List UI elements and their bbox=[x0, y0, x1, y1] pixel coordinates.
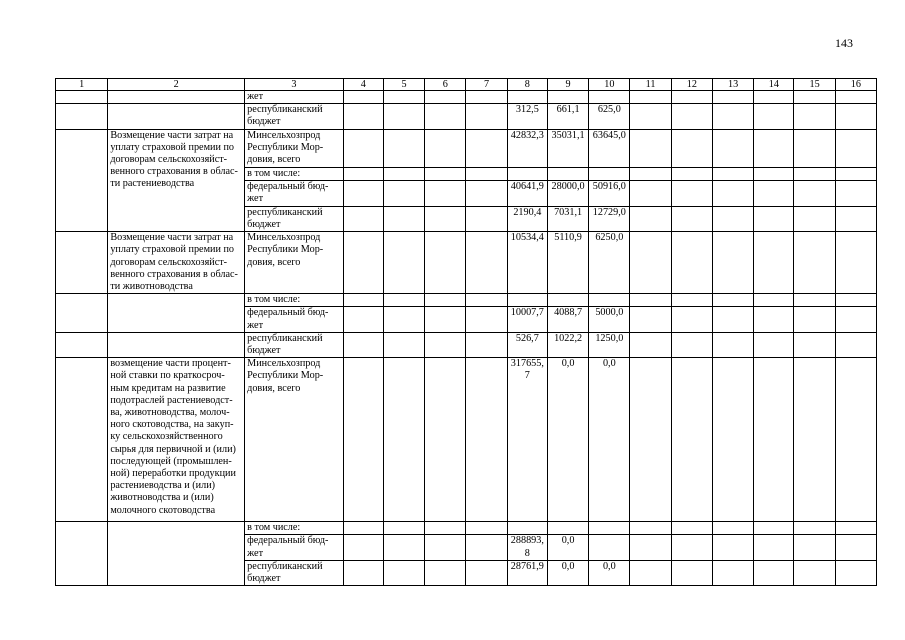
row-label: республиканский бюджет bbox=[245, 560, 344, 585]
value-cell: 7031,1 bbox=[547, 206, 588, 231]
value-cell: 526,7 bbox=[507, 332, 547, 357]
column-header: 1 bbox=[56, 79, 108, 91]
value-cell: 12729,0 bbox=[589, 206, 630, 231]
row-label: Минсельхозпрод Республики Мор-довия, всего bbox=[245, 358, 344, 522]
measure-description: Возмещение части затрат на уплату страховой премии по договорам сельскохозяйст-венного страхования в облас-ти животноводства bbox=[108, 232, 245, 294]
column-header: 15 bbox=[794, 79, 835, 91]
value-cell: 0,0 bbox=[547, 560, 588, 585]
row-label: республиканский бюджет bbox=[245, 104, 344, 129]
row-label: Минсельхозпрод Республики Мор-довия, всего bbox=[245, 232, 344, 294]
column-header: 13 bbox=[712, 79, 753, 91]
value-cell: 625,0 bbox=[589, 104, 630, 129]
value-cell: 288893,8 bbox=[507, 535, 547, 560]
table-row bbox=[56, 129, 877, 167]
row-label: федеральный бюд-жет bbox=[245, 307, 344, 332]
value-cell: 5110,9 bbox=[547, 232, 588, 294]
value-cell: 317655,7 bbox=[507, 358, 547, 522]
value-cell: 28000,0 bbox=[547, 180, 588, 206]
value-cell: 28761,9 bbox=[507, 560, 547, 585]
value-cell: 42832,3 bbox=[507, 129, 547, 167]
column-header: 2 bbox=[108, 79, 245, 91]
value-cell: 35031,1 bbox=[547, 129, 588, 167]
value-cell: 0,0 bbox=[547, 358, 588, 522]
column-header: 4 bbox=[343, 79, 383, 91]
value-cell: 312,5 bbox=[507, 104, 547, 129]
value-cell: 5000,0 bbox=[589, 307, 630, 332]
row-label: федеральный бюд-жет bbox=[245, 535, 344, 560]
column-header: 6 bbox=[425, 79, 466, 91]
value-cell: 63645,0 bbox=[589, 129, 630, 167]
value-cell: 1250,0 bbox=[589, 332, 630, 357]
table-row bbox=[56, 294, 877, 307]
table-row bbox=[56, 91, 877, 104]
table-row bbox=[56, 522, 877, 535]
table-row bbox=[56, 358, 877, 522]
column-number-row bbox=[56, 79, 877, 91]
column-header: 12 bbox=[671, 79, 712, 91]
value-cell: 4088,7 bbox=[547, 307, 588, 332]
value-cell: 50916,0 bbox=[589, 180, 630, 206]
table-row bbox=[56, 232, 877, 294]
value-cell: 40641,9 bbox=[507, 180, 547, 206]
value-cell: 0,0 bbox=[589, 560, 630, 585]
row-label: жет bbox=[245, 91, 344, 104]
column-header: 9 bbox=[547, 79, 588, 91]
row-label: в том числе: bbox=[245, 294, 344, 307]
budget-table bbox=[55, 78, 877, 586]
column-header: 7 bbox=[466, 79, 507, 91]
row-label: Минсельхозпрод Республики Мор-довия, всего bbox=[245, 129, 344, 167]
column-header: 5 bbox=[383, 79, 424, 91]
column-header: 11 bbox=[630, 79, 671, 91]
value-cell: 661,1 bbox=[547, 104, 588, 129]
column-header: 10 bbox=[589, 79, 630, 91]
column-header: 14 bbox=[754, 79, 794, 91]
table-row bbox=[56, 332, 877, 357]
value-cell: 10007,7 bbox=[507, 307, 547, 332]
value-cell: 1022,2 bbox=[547, 332, 588, 357]
measure-description: Возмещение части затрат на уплату страховой премии по договорам сельскохозяйст-венного страхования в облас-ти растениеводства bbox=[108, 129, 245, 232]
value-cell: 2190,4 bbox=[507, 206, 547, 231]
page-number: 143 bbox=[835, 36, 853, 50]
value-cell: 10534,4 bbox=[507, 232, 547, 294]
column-header: 3 bbox=[245, 79, 344, 91]
row-label: в том числе: bbox=[245, 167, 344, 180]
value-cell: 0,0 bbox=[589, 358, 630, 522]
row-label: республиканский бюджет bbox=[245, 206, 344, 231]
column-header: 16 bbox=[835, 79, 876, 91]
row-label: федеральный бюд-жет bbox=[245, 180, 344, 206]
table-row bbox=[56, 104, 877, 129]
row-label: в том числе: bbox=[245, 522, 344, 535]
measure-description: возмещение части процент-ной ставки по краткосроч-ным кредитам на развитие подотраслей растениеводст-ва, животноводства, молоч-ного скотоводства, на закуп-ку сельскохозяйственного сырья для первичной и (или) последующей (промышлен-ной) переработки продукции растениеводства и (или) животноводства и (или) молочного скотоводства bbox=[108, 358, 245, 522]
column-header: 8 bbox=[507, 79, 547, 91]
value-cell: 6250,0 bbox=[589, 232, 630, 294]
row-label: республиканский бюджет bbox=[245, 332, 344, 357]
value-cell: 0,0 bbox=[547, 535, 588, 560]
